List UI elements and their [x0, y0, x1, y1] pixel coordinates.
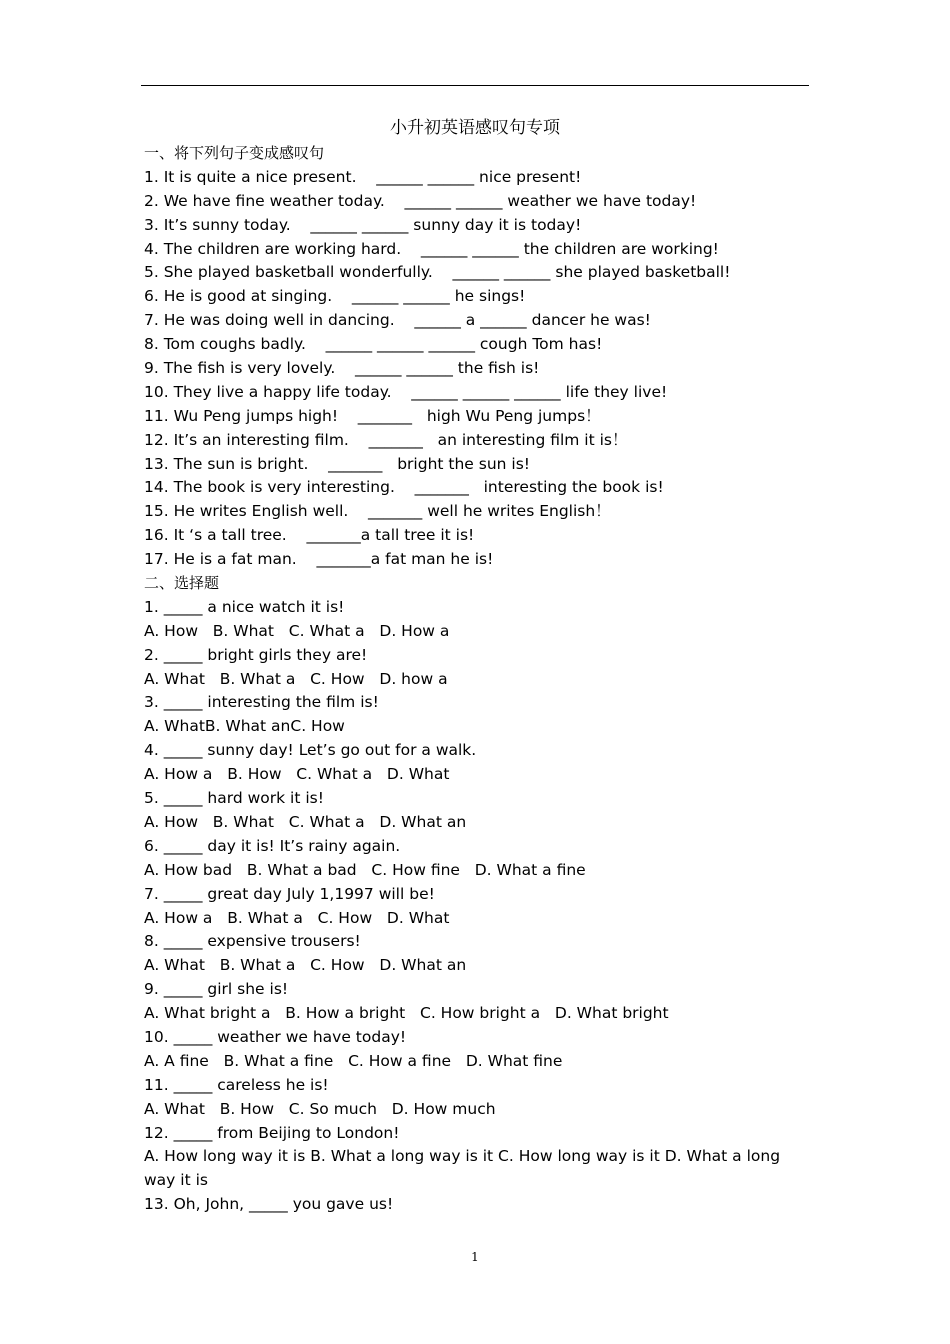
worksheet-body [144, 142, 812, 1217]
answer-options: A. How bad B. What a bad C. How fine D. What a fine [144, 860, 586, 879]
exercise-item: 8. Tom coughs badly. ______ ______ ______ cough Tom has! [144, 335, 603, 354]
page-title: 小升初英语感叹句专项 [390, 118, 560, 138]
exercise-item: 10. They live a happy life today. ______ ______ ______ life they live! [144, 382, 668, 401]
page-number: 1 [471, 1250, 479, 1264]
exercise-item: 5. She played basketball wonderfully. ______ ______ she played basketball! [144, 263, 731, 282]
answer-options: A. What B. How C. So much D. How much [144, 1099, 496, 1118]
header-rule [141, 85, 809, 86]
exercise-item: 14. The book is very interesting. _______ interesting the book is! [144, 478, 664, 497]
exercise-item: 11. Wu Peng jumps high! _______ high Wu Peng jumps！ [144, 406, 601, 425]
question: 2. _____ bright girls they are! [144, 645, 368, 664]
question: 12. _____ from Beijing to London! [144, 1123, 400, 1142]
exercise-item: 7. He was doing well in dancing. ______ a ______ dancer he was! [144, 311, 651, 330]
answer-options: A. How a B. How C. What a D. What [144, 765, 450, 784]
exercise-item: 4. The children are working hard. ______ ______ the children are working! [144, 239, 719, 258]
exercise-item: 6. He is good at singing. ______ ______ he sings! [144, 287, 526, 306]
exercise-item: 12. It’s an interesting film. _______ an interesting film it is！ [144, 430, 628, 449]
exercise-item: 16. It ‘s a tall tree. _______a tall tree it is! [144, 526, 475, 545]
answer-options: A. What B. What a C. How D. how a [144, 669, 448, 688]
answer-options: A. How a B. What a C. How D. What [144, 908, 450, 927]
answer-options: A. What B. What a C. How D. What an [144, 956, 467, 975]
question: 9. _____ girl she is! [144, 980, 289, 999]
section-heading: 一、将下列句子变成感叹句 [144, 144, 325, 162]
question: 3. _____ interesting the film is! [144, 693, 379, 712]
question: 5. _____ hard work it is! [144, 789, 324, 808]
question: 11. _____ careless he is! [144, 1075, 329, 1094]
exercise-item: 13. The sun is bright. _______ bright the sun is! [144, 454, 531, 473]
answer-options: A. How B. What C. What a D. What an [144, 812, 467, 831]
question: 13. Oh, John, _____ you gave us! [144, 1195, 394, 1214]
question: 8. _____ expensive trousers! [144, 932, 361, 951]
exercise-item: 2. We have fine weather today. ______ ______ weather we have today! [144, 191, 697, 210]
question: 10. _____ weather we have today! [144, 1027, 407, 1046]
exercise-item: 17. He is a fat man. _______a fat man he is! [144, 550, 494, 569]
question: 1. _____ a nice watch it is! [144, 597, 345, 616]
answer-options: A. How B. What C. What a D. How a [144, 621, 450, 640]
section-heading: 二、选择题 [144, 574, 220, 593]
exercise-item: 1. It is quite a nice present. ______ ______ nice present! [144, 167, 582, 186]
answer-options: A. WhatB. What anC. How [144, 717, 345, 736]
answer-options: A. A fine B. What a fine C. How a fine D. What fine [144, 1051, 563, 1070]
question: 4. _____ sunny day! Let’s go out for a walk. [144, 741, 477, 760]
exercise-item: 9. The fish is very lovely. ______ ______ the fish is! [144, 359, 540, 378]
answer-options: A. How long way it is B. What a long way is it C. How long way is it D. What a long way it is [144, 1147, 781, 1190]
answer-options: A. What bright a B. How a bright C. How bright a D. What bright [144, 1004, 669, 1023]
question: 6. _____ day it is! It’s rainy again. [144, 836, 401, 855]
exercise-item: 3. It’s sunny today. ______ ______ sunny day it is today! [144, 215, 582, 234]
question: 7. _____ great day July 1,1997 will be! [144, 884, 435, 903]
exercise-item: 15. He writes English well. _______ well he writes English！ [144, 502, 611, 521]
